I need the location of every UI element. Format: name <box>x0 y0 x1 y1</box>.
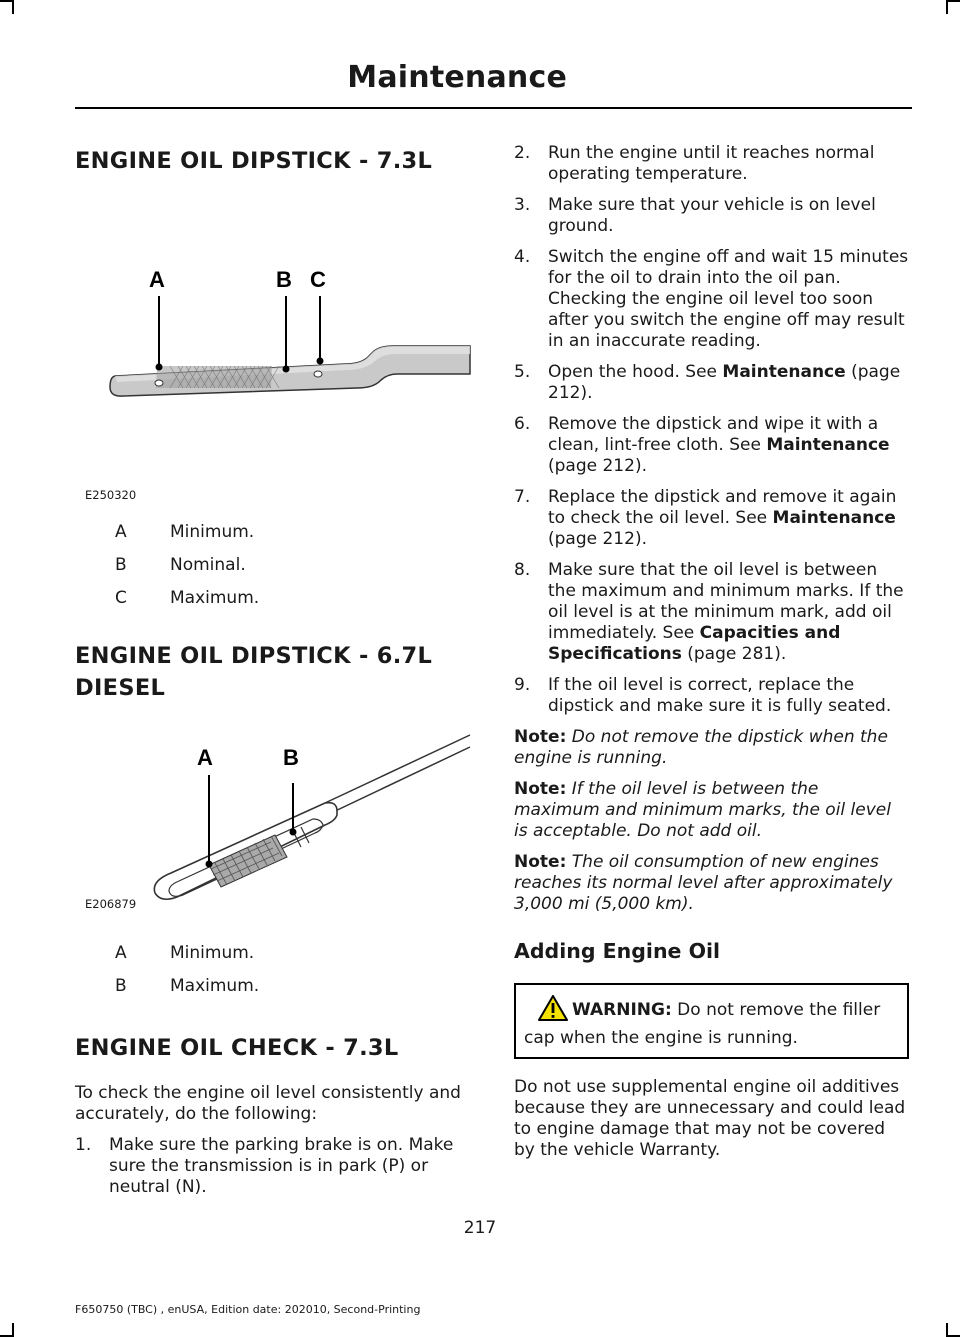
steps-list-right <box>514 143 909 717</box>
step-item <box>514 560 909 665</box>
legend-row <box>75 522 475 555</box>
crop-mark <box>0 0 12 2</box>
crop-mark <box>12 1323 14 1337</box>
step-item <box>514 195 909 237</box>
step-number: 2. <box>514 143 531 163</box>
legend-key: B <box>115 976 127 996</box>
dipstick-6-7l-illustration <box>75 703 475 925</box>
legend-key: B <box>115 555 127 575</box>
note <box>514 852 909 915</box>
step-number: 7. <box>514 487 531 507</box>
step-text: Make sure the parking brake is on. Make sure the transmission is in park (P) or neutral (N). <box>109 1135 454 1197</box>
note-label: Note: <box>514 727 567 747</box>
cross-reference-link[interactable]: Maintenance <box>722 362 846 382</box>
note-text: The oil consumption of new engines reaches its normal level after approximately 3,000 mi (5,000 km). <box>514 852 893 914</box>
section-title-dipstick-7-3l: ENGINE OIL DIPSTICK - 7.3L <box>75 148 433 174</box>
step-text: Run the engine until it reaches normal operating temperature. <box>548 143 875 184</box>
warning-triangle-icon <box>538 995 568 1027</box>
step-text: Open the hood. See <box>548 362 723 382</box>
edition-info: F650750 (TBC) , enUSA, Edition date: 202010, Second-Printing <box>75 1303 421 1316</box>
legend-key: C <box>115 588 127 608</box>
left-column <box>75 140 475 1208</box>
legend-row <box>75 588 475 621</box>
step-item <box>75 1135 475 1198</box>
step-number: 1. <box>75 1135 92 1155</box>
warning-label: WARNING: <box>572 1000 672 1020</box>
legend-key: A <box>115 943 127 963</box>
step-number: 4. <box>514 247 531 267</box>
page-reference: (page 212). <box>548 529 647 549</box>
note <box>514 727 909 769</box>
callout-label: C <box>310 267 326 292</box>
step-item <box>514 487 909 550</box>
page-number: 217 <box>463 1218 497 1238</box>
figure-code: E206879 <box>85 897 137 911</box>
header-rule <box>75 107 912 109</box>
legend-6-7l <box>75 943 475 1009</box>
step-item <box>514 675 909 717</box>
legend-7-3l <box>75 522 475 621</box>
cross-reference-link[interactable]: Maintenance <box>772 508 896 528</box>
cross-reference-link[interactable]: Maintenance <box>766 435 890 455</box>
step-item <box>514 362 909 404</box>
step-number: 8. <box>514 560 531 580</box>
cross-reference-link[interactable]: Capacities and Specifications <box>548 623 841 664</box>
warning-text: Do not remove the filler cap when the engine is running. <box>524 1000 881 1048</box>
callout-label: B <box>283 745 299 770</box>
note-label: Note: <box>514 779 567 799</box>
page-reference: (page 212). <box>548 456 647 476</box>
crop-mark <box>948 0 960 2</box>
additives-paragraph: Do not use supplemental engine oil additives because they are unnecessary and could lead to engine damage that may not be covered by the vehicle Warranty. <box>514 1077 906 1160</box>
step-text: If the oil level is correct, replace the dipstick and make sure it is fully seated. <box>548 675 892 716</box>
note-label: Note: <box>514 852 567 872</box>
note-text: If the oil level is between the maximum and minimum marks, the oil level is acceptable. Do not add oil. <box>514 779 891 841</box>
warning-box <box>514 983 909 1059</box>
step-item <box>514 143 909 185</box>
right-column <box>514 143 909 1161</box>
step-number: 5. <box>514 362 531 382</box>
crop-mark <box>946 1323 948 1337</box>
step-item <box>514 414 909 477</box>
callout-label: B <box>276 267 292 292</box>
callout-label: A <box>197 745 213 770</box>
legend-row <box>75 555 475 588</box>
legend-value: Maximum. <box>170 976 260 996</box>
section-title-adding-oil: Adding Engine Oil <box>514 939 721 963</box>
section-title-dipstick-6-7l <box>75 641 475 703</box>
figure-code: E250320 <box>85 488 137 502</box>
legend-key: A <box>115 522 127 542</box>
step-number: 3. <box>514 195 531 215</box>
steps-list-left <box>75 1135 475 1198</box>
intro-paragraph: To check the engine oil level consistently and accurately, do the following: <box>75 1083 461 1124</box>
page-reference: (page 281). <box>681 644 787 664</box>
step-text: Make sure that the oil level is between the maximum and minimum marks. If the oil level is at the minimum mark, add oil immediately. See <box>548 560 904 643</box>
dipstick-7-3l-figure <box>75 176 475 508</box>
legend-row <box>75 976 475 1009</box>
crop-mark <box>946 0 948 14</box>
legend-value: Minimum. <box>170 943 255 963</box>
note-text: Do not remove the dipstick when the engine is running. <box>514 727 888 768</box>
dipstick-7-3l-illustration <box>75 176 475 508</box>
legend-value: Minimum. <box>170 522 255 542</box>
step-number: 9. <box>514 675 531 695</box>
dipstick-6-7l-figure <box>75 703 475 925</box>
step-item <box>514 247 909 352</box>
step-text: Remove the dipstick and wipe it with a clean, lint-free cloth. See <box>548 414 879 455</box>
callout-label: A <box>149 267 165 292</box>
step-text: Make sure that your vehicle is on level ground. <box>548 195 876 236</box>
page-reference: (page 212). <box>548 362 901 403</box>
section-title-line: ENGINE OIL DIPSTICK - 6.7L <box>75 643 433 669</box>
step-text: Switch the engine off and wait 15 minutes for the oil to drain into the oil pan. Checking the engine oil level too soon after you switch the engine off may result in an inaccurate reading. <box>548 247 909 351</box>
legend-value: Maximum. <box>170 588 260 608</box>
section-title-line: DIESEL <box>75 675 166 701</box>
step-text: Replace the dipstick and remove it again to check the oil level. See <box>548 487 897 528</box>
page-title: Maintenance <box>347 60 567 95</box>
legend-row <box>75 943 475 976</box>
note <box>514 779 909 842</box>
step-number: 6. <box>514 414 531 434</box>
crop-mark <box>12 0 14 14</box>
section-title-oil-check: ENGINE OIL CHECK - 7.3L <box>75 1035 399 1061</box>
legend-value: Nominal. <box>170 555 246 575</box>
